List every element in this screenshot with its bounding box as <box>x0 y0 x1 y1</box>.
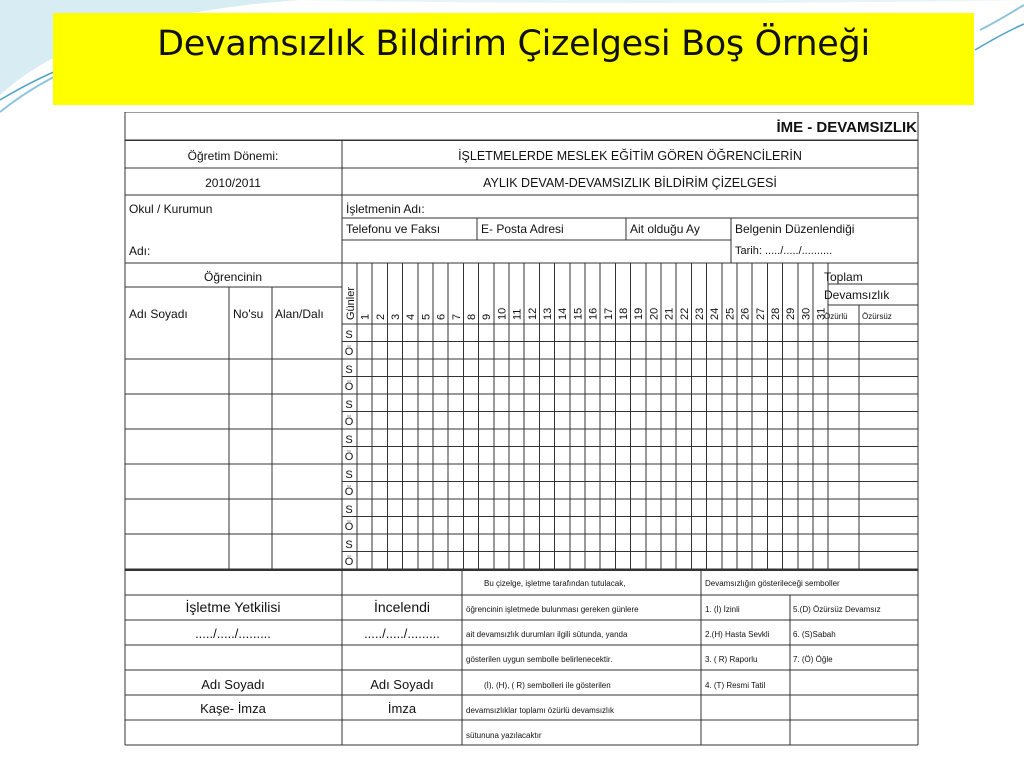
date-dots-1: ...../...../......... <box>195 626 271 641</box>
period-morning: S <box>345 539 353 551</box>
day-number: 17 <box>602 307 615 320</box>
col-name: Adı Soyadı <box>129 307 188 321</box>
phone-fax-label: Telefonu ve Faksı <box>346 222 441 236</box>
day-number: 9 <box>481 313 494 320</box>
day-number: 29 <box>785 307 798 320</box>
col-days: Günler <box>345 286 357 320</box>
day-number: 4 <box>405 313 418 320</box>
symbol-item: 1. (İ) İzinli <box>705 605 740 614</box>
symbol-item: 6. (S)Sabah <box>793 630 836 639</box>
note-line: (İ), (H), ( R) sembolleri ile gösterilen <box>484 681 611 690</box>
form-grid <box>125 112 918 745</box>
col-number: No'su <box>233 307 264 321</box>
company-rep-label: İşletme Yetkilisi <box>185 599 281 615</box>
period-morning: S <box>345 329 353 341</box>
day-number: 16 <box>587 307 600 320</box>
company-name-label: İşletmenin Adı: <box>346 202 425 216</box>
slide-title: Devamsızlık Bildirim Çizelgesi Boş Örneği <box>157 24 870 64</box>
total-label-2: Devamsızlık <box>824 288 890 302</box>
period-afternoon: Ö <box>344 521 354 533</box>
day-number: 26 <box>739 307 752 320</box>
day-number: 27 <box>754 307 767 320</box>
day-number: 10 <box>496 307 509 320</box>
day-number: 2 <box>374 313 387 320</box>
note-line: öğrencinin işletmede bulunması gereken günlere <box>466 605 639 614</box>
period-morning: S <box>345 434 353 446</box>
col-field: Alan/Dalı <box>275 307 324 321</box>
date-dots-2: ...../...../......... <box>364 626 440 641</box>
day-number: 21 <box>663 307 676 320</box>
period-afternoon: Ö <box>344 556 354 568</box>
period-afternoon: Ö <box>344 451 354 463</box>
symbols-title: Devamsızlığın gösterileceği semboller <box>705 579 840 588</box>
day-number: 11 <box>511 308 524 320</box>
day-number: 22 <box>678 307 691 320</box>
symbol-item: 2.(H) Hasta Sevkli <box>705 630 770 639</box>
day-number: 28 <box>770 307 782 320</box>
sign-label: İmza <box>387 701 417 716</box>
period-afternoon: Ö <box>344 486 354 498</box>
term-label: Öğretim Dönemi: <box>187 149 279 163</box>
excused-label: Özürlü <box>824 312 848 321</box>
form-brand: İME - DEVAMSIZLIK <box>776 119 917 136</box>
day-number: 18 <box>618 307 630 320</box>
period-morning: S <box>345 364 353 376</box>
total-label: Toplam <box>824 270 863 284</box>
symbol-item: 7. (Ö) Öğle <box>793 655 833 664</box>
day-number: 3 <box>390 313 402 320</box>
reviewed-label: İncelendi <box>373 599 431 615</box>
unexcused-label: Özürsüz <box>862 312 892 321</box>
day-number: 23 <box>694 307 706 320</box>
date-label: Tarih: ...../...../.......... <box>735 245 833 257</box>
symbol-item: 4. (T) Resmi Tatil <box>705 681 766 690</box>
day-number: 5 <box>420 313 433 320</box>
period-morning: S <box>345 504 353 516</box>
day-number: 14 <box>557 307 570 320</box>
note-line: ait devamsızlık durumları ilgili sütunda, yanda <box>466 630 628 639</box>
header-line-2: AYLIK DEVAM-DEVAMSIZLIK BİLDİRİM ÇİZELGESİ <box>483 176 777 190</box>
symbol-item: 5.(D) Özürsüz Devamsız <box>793 605 881 614</box>
term-value: 2010/2011 <box>205 176 261 190</box>
day-number: 13 <box>542 307 554 320</box>
note-line: gösterilen uygun sembolle belirlenecektir. <box>466 655 613 664</box>
period-morning: S <box>345 469 353 481</box>
student-label: Öğrencinin <box>203 270 263 284</box>
day-number: 25 <box>724 307 737 320</box>
school-label: Okul / Kurumun <box>129 202 213 216</box>
issue-label: Belgenin Düzenlendiği <box>735 222 855 236</box>
day-number: 12 <box>526 307 539 320</box>
month-label: Ait olduğu Ay <box>630 222 700 236</box>
name-label: Adı: <box>129 244 151 258</box>
day-number: 1 <box>359 313 372 320</box>
day-number: 20 <box>648 307 661 320</box>
day-number: 8 <box>466 313 478 320</box>
period-afternoon: Ö <box>344 381 354 393</box>
sign-name-2: Adı Soyadı <box>370 677 434 692</box>
day-number: 30 <box>800 307 813 320</box>
symbol-item: 3. ( R) Raporlu <box>705 655 758 664</box>
day-number: 6 <box>435 313 448 320</box>
header-line-1: İŞLETMELERDE MESLEK EĞİTİM GÖREN ÖĞRENCİLERİN <box>458 149 802 163</box>
day-number: 15 <box>572 307 585 320</box>
day-number: 19 <box>633 307 646 320</box>
period-afternoon: Ö <box>344 346 354 358</box>
sign-name-1: Adı Soyadı <box>201 677 265 692</box>
day-number: 31 <box>815 307 828 320</box>
note-line: sütununa yazılacaktır <box>466 731 542 740</box>
email-label: E- Posta Adresi <box>481 222 564 236</box>
period-morning: S <box>345 399 353 411</box>
seal-sign-label: Kaşe- İmza <box>200 701 266 716</box>
note-line: devamsızlıklar toplamı özürlü devamsızlık <box>466 706 615 715</box>
period-afternoon: Ö <box>344 416 354 428</box>
day-number: 24 <box>709 307 722 320</box>
note-line: Bu çizelge, işletme tarafından tutulacak, <box>484 579 626 588</box>
day-number: 7 <box>450 313 463 320</box>
